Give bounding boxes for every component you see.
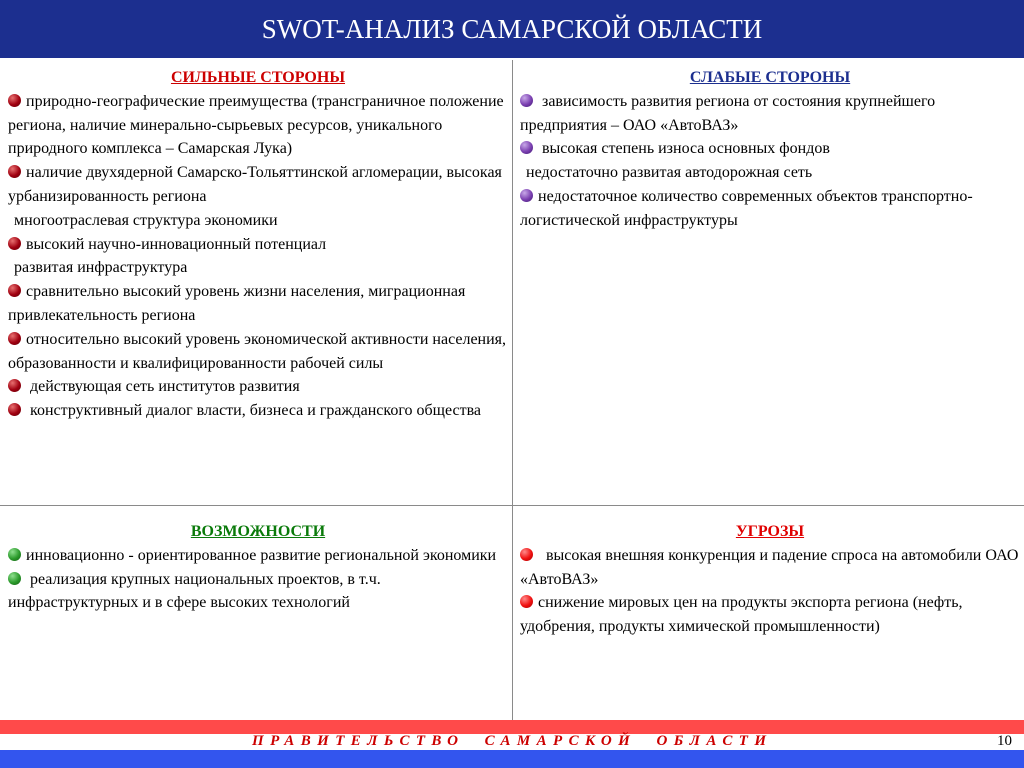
weaknesses-quadrant: [520, 66, 1020, 233]
weaknesses-title: СЛАБЫЕ СТОРОНЫ: [689, 69, 851, 86]
list-item: недостаточно развитая автодорожная сеть: [526, 164, 813, 182]
slide-header: [0, 0, 1024, 58]
list-item: сравнительно высокий уровень жизни населения, миграционная привлекательность региона: [8, 283, 466, 324]
slide-title: SWOT-АНАЛИЗ САМАРСКОЙ ОБЛАСТИ: [261, 13, 763, 44]
page-number: 10: [997, 733, 1012, 749]
list-item: конструктивный диалог власти, бизнеса и гражданского общества: [8, 399, 508, 423]
red-ball-icon: [520, 595, 533, 608]
opportunities-quadrant: [8, 520, 508, 615]
list-item: высокая степень износа основных фондов: [520, 137, 1020, 161]
strengths-quadrant: [8, 66, 508, 423]
horizontal-divider: [0, 505, 1024, 506]
red-ball-icon: [8, 165, 21, 178]
list-item: высокая внешняя конкуренция и падение спроса на автомобили ОАО «АвтоВАЗ»: [520, 546, 1019, 588]
list-item: относительно высокий уровень экономической активности населения, образованности и квалифицированности рабочей силы: [8, 330, 507, 372]
threats-title: УГРОЗЫ: [735, 523, 805, 540]
vertical-divider: [512, 60, 513, 722]
red-ball-icon: [520, 548, 533, 561]
list-item: высокий научно-инновационный потенциал: [8, 233, 508, 257]
green-ball-icon: [8, 572, 21, 585]
red-ball-icon: [8, 403, 21, 416]
list-item: недостаточное количество современных объектов транспортно-логистической инфраструктуры: [520, 187, 973, 229]
swot-grid: [0, 60, 1024, 720]
list-item: развитая инфраструктура: [14, 259, 188, 277]
footer-organization: ПРАВИТЕЛЬСТВО САМАРСКОЙ ОБЛАСТИ: [252, 733, 773, 749]
red-ball-icon: [8, 284, 21, 297]
list-item: зависимость развития региона от состояния крупнейшего предприятия – ОАО «АвтоВАЗ»: [520, 92, 936, 134]
red-ball-icon: [8, 94, 21, 107]
list-item: инновационно - ориентированное развитие региональной экономики: [8, 544, 508, 568]
list-item: многоотраслевая структура экономики: [14, 211, 278, 229]
red-ball-icon: [8, 332, 21, 345]
footer-stripe-red: [0, 720, 1024, 734]
red-ball-icon: [8, 379, 21, 392]
threats-quadrant: [520, 520, 1020, 639]
purple-ball-icon: [520, 141, 533, 154]
green-ball-icon: [8, 548, 21, 561]
opportunities-title: ВОЗМОЖНОСТИ: [190, 523, 326, 540]
red-ball-icon: [8, 237, 21, 250]
list-item: природно-географические преимущества (трансграничное положение региона, наличие минерально-сырьевых ресурсов, уникального природного комплекса – Самарская Лука): [8, 92, 504, 158]
purple-ball-icon: [520, 189, 533, 202]
list-item: наличие двухядерной Самарско-Тольяттинской агломерации, высокая урбанизированность региона: [8, 164, 502, 205]
purple-ball-icon: [520, 94, 533, 107]
list-item: действующая сеть институтов развития: [8, 375, 508, 399]
list-item: снижение мировых цен на продукты экспорта региона (нефть, удобрения, продукты химической промышленности): [520, 594, 963, 636]
list-item: реализация крупных национальных проектов, в т.ч. инфраструктурных и в сфере высоких технологий: [8, 570, 381, 612]
strengths-title: СИЛЬНЫЕ СТОРОНЫ: [170, 69, 346, 86]
